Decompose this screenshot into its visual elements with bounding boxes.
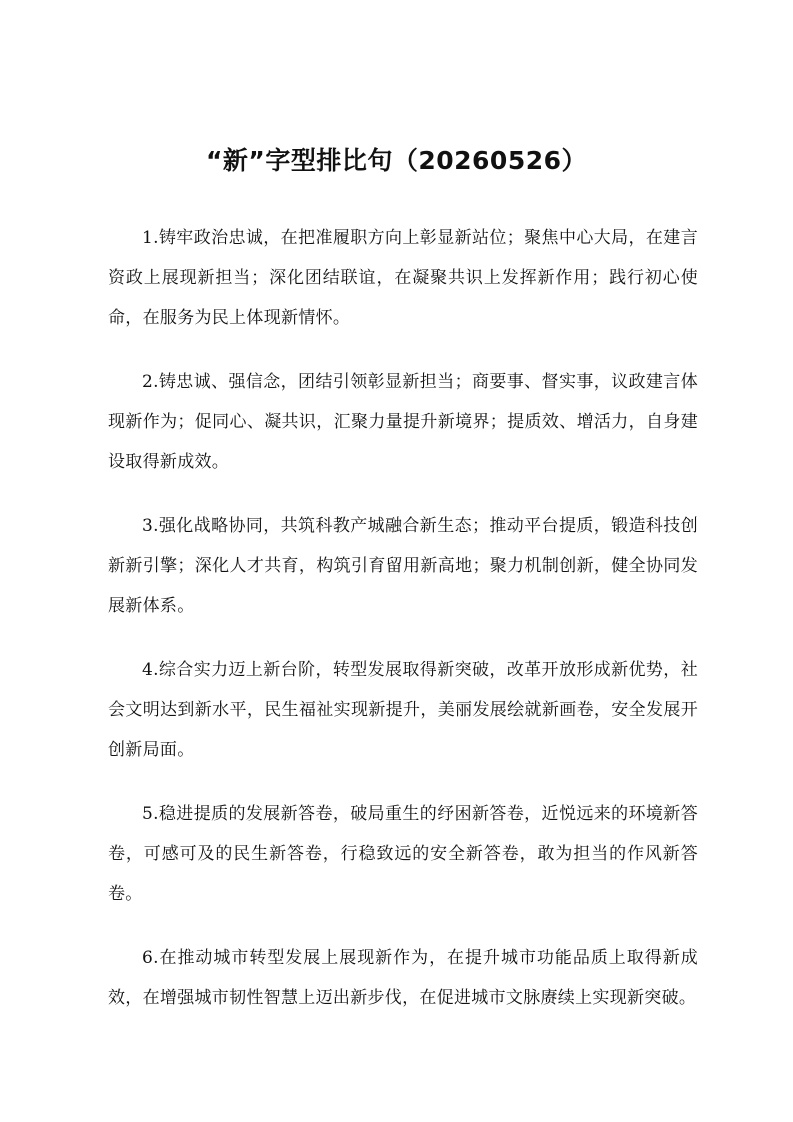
document-body [108, 218, 698, 1042]
paragraph-6: 6.在推动城市转型发展上展现新作为，在提升城市功能品质上取得新成效，在增强城市韧性智慧上迈出新步伐，在促进城市文脉赓续上实现新突破。 [108, 948, 698, 1008]
paragraph-4: 4.综合实力迈上新台阶，转型发展取得新突破，改革开放形成新优势，社会文明达到新水平，民生福祉实现新提升，美丽发展绘就新画卷，安全发展开创新局面。 [108, 660, 698, 760]
paragraph-1: 1.铸牢政治忠诚，在把准履职方向上彰显新站位；聚焦中心大局，在建言资政上展现新担当；深化团结联谊，在凝聚共识上发挥新作用；践行初心使命，在服务为民上体现新情怀。 [108, 228, 698, 328]
document-title: “新”字型排比句（20260526） [205, 146, 588, 175]
paragraph-3: 3.强化战略协同，共筑科教产城融合新生态；推动平台提质，锻造科技创新新引擎；深化人才共育，构筑引育留用新高地；聚力机制创新，健全协同发展新体系。 [108, 516, 698, 616]
paragraph-5: 5.稳进提质的发展新答卷，破局重生的纾困新答卷，近悦远来的环境新答卷，可感可及的民生新答卷，行稳致远的安全新答卷，敢为担当的作风新答卷。 [108, 804, 698, 904]
paragraph-2: 2.铸忠诚、强信念，团结引领彰显新担当；商要事、督实事，议政建言体现新作为；促同心、凝共识，汇聚力量提升新境界；提质效、增活力，自身建设取得新成效。 [108, 372, 698, 472]
